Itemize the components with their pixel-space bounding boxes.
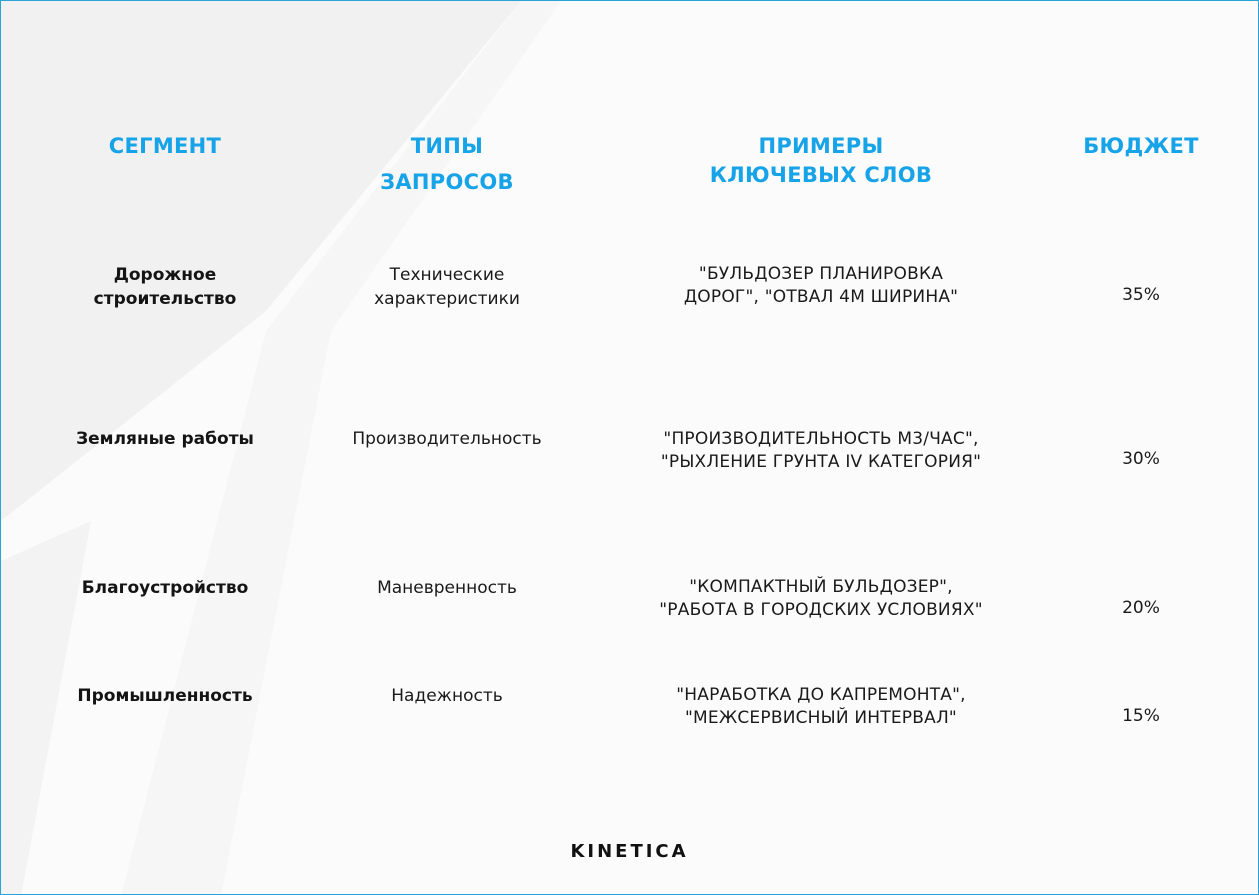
- row-3-budget: 20%: [1122, 598, 1160, 618]
- row-3-type: [377, 576, 517, 600]
- row-3-keywords: [659, 576, 982, 622]
- row-4-budget: 15%: [1122, 706, 1160, 726]
- row-4-segment-line1: Промышленность: [77, 686, 253, 706]
- row-2-segment: [76, 427, 254, 451]
- row-2-keywords-line2: "РЫХЛЕНИЕ ГРУНТА IV КАТЕГОРИЯ": [660, 452, 982, 472]
- row-2-type-line1: Производительность: [352, 429, 542, 449]
- row-1-keywords-line2: ДОРОГ", "ОТВАЛ 4М ШИРИНА": [683, 287, 959, 307]
- row-3-type-line1: Маневренность: [377, 578, 517, 598]
- row-2-budget: 30%: [1122, 449, 1160, 469]
- row-1-keywords-line1: "БУЛЬДОЗЕР ПЛАНИРОВКА: [698, 264, 944, 284]
- row-4-keywords-line1: "НАРАБОТКА ДО КАПРЕМОНТА",: [676, 685, 966, 705]
- header-types-line2: ЗАПРОСОВ: [380, 170, 514, 194]
- row-1-budget: 35%: [1122, 285, 1160, 305]
- row-1-type-line2: характеристики: [374, 289, 520, 309]
- row-1-segment-line1: Дорожное: [113, 265, 217, 285]
- row-2-type: [352, 427, 541, 451]
- row-2-keywords-line1: "ПРОИЗВОДИТЕЛЬНОСТЬ М3/ЧАС",: [663, 429, 979, 449]
- row-4-segment: [77, 684, 252, 708]
- header-examples: [710, 132, 932, 190]
- row-3-segment-line1: Благоустройство: [81, 578, 249, 598]
- row-2-segment-line1: Земляные работы: [76, 429, 254, 449]
- row-1-type: [374, 263, 520, 311]
- row-2-keywords: [661, 428, 981, 474]
- header-types-line1: ТИПЫ: [410, 134, 484, 158]
- row-4-type: [391, 684, 503, 708]
- header-examples-line1: ПРИМЕРЫ: [758, 134, 884, 158]
- row-4-keywords: [676, 684, 965, 730]
- header-examples-line2: КЛЮЧЕВЫХ СЛОВ: [709, 163, 933, 187]
- row-3-keywords-line2: "РАБОТА В ГОРОДСКИХ УСЛОВИЯХ": [659, 600, 983, 620]
- row-4-type-line1: Надежность: [391, 686, 503, 706]
- row-3-keywords-line1: "КОМПАКТНЫЙ БУЛЬДОЗЕР",: [689, 577, 953, 597]
- header-budget: БЮДЖЕТ: [1083, 134, 1199, 158]
- row-1-segment: [94, 263, 237, 311]
- row-1-segment-line2: строительство: [93, 289, 237, 309]
- header-types: [380, 128, 514, 200]
- row-1-type-line1: Технические: [389, 265, 505, 285]
- row-4-keywords-line2: "МЕЖСЕРВИСНЫЙ ИНТЕРВАЛ": [685, 708, 957, 728]
- row-1-keywords: [684, 263, 958, 309]
- kinetica-logo: KINETICA: [570, 841, 689, 862]
- header-segment: СЕГМЕНТ: [108, 134, 222, 158]
- row-3-segment: [82, 576, 249, 600]
